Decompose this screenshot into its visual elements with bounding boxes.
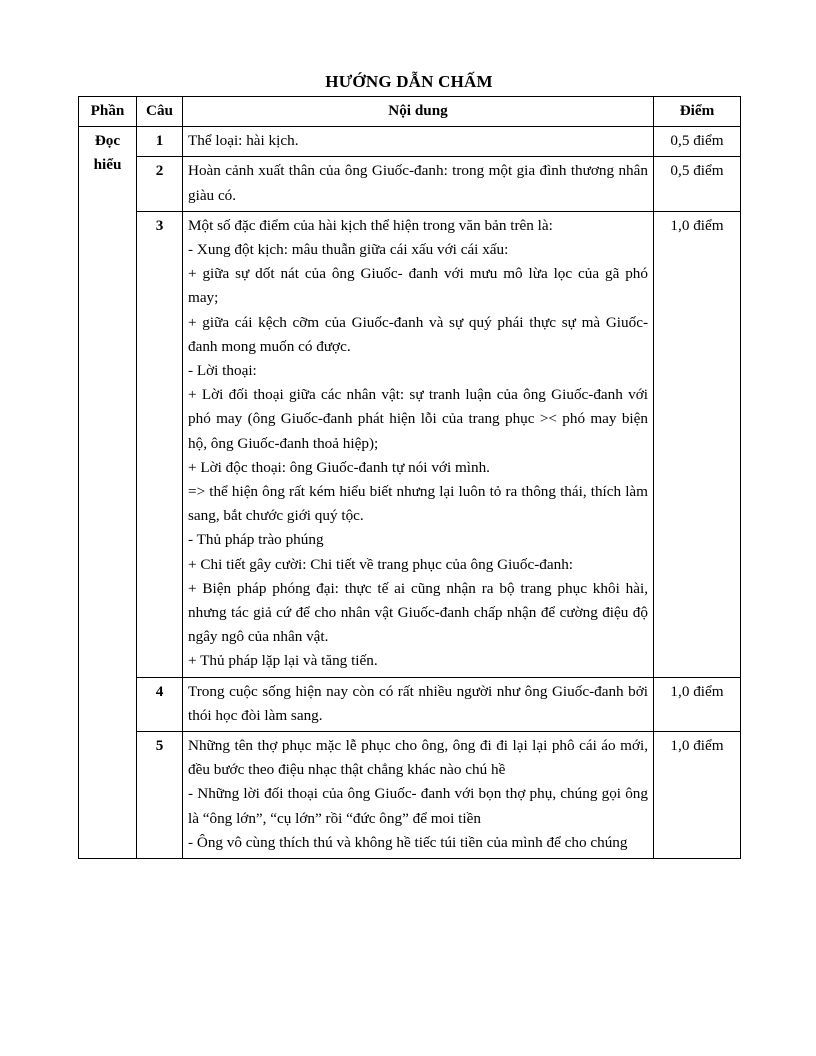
content-cell <box>183 157 654 211</box>
content-cell <box>183 211 654 677</box>
content-line: + giữa cái kệch cỡm của Giuốc-đanh và sự quý phái thực sự mà Giuốc-đanh mong muốn có được. <box>188 313 648 355</box>
content-line: => thể hiện ông rất kém hiểu biết nhưng lại luôn tỏ ra thông thái, thích làm sang, bắt chước giới quý tộc. <box>188 483 648 525</box>
score-cell: 0,5 điểm <box>654 157 741 211</box>
table-row <box>79 127 741 157</box>
content-cell <box>183 127 654 157</box>
part-label-line2: hiểu <box>93 156 122 174</box>
content-cell <box>183 732 654 859</box>
content-line: - Ông vô cùng thích thú và không hề tiếc túi tiền của mình để cho chúng <box>188 833 628 851</box>
table-row <box>79 157 741 211</box>
question-number: 3 <box>137 211 183 677</box>
content-line: + Lời đối thoại giữa các nhân vật: sự tranh luận của ông Giuốc-đanh với phó may (ông Giuốc-đanh phát hiện lỗi của trang phục >< phó may biện hộ, ông Giuốc-đanh thoả hiệp); <box>188 386 648 452</box>
content-line: Một số đặc điểm của hài kịch thể hiện trong văn bản trên là: <box>188 216 553 234</box>
table-row <box>79 677 741 731</box>
part-label-line1: Đọc <box>94 132 121 150</box>
score-cell: 1,0 điểm <box>654 211 741 677</box>
column-header-content: Nội dung <box>183 97 654 127</box>
score-cell: 1,0 điểm <box>654 732 741 859</box>
question-number: 5 <box>137 732 183 859</box>
content-line: Những tên thợ phục mặc lễ phục cho ông, ông đi đi lại lại phô cái áo mới, đều bước theo điệu nhạc thật chẳng khác nào chú hề <box>188 737 648 779</box>
grading-guide-table <box>78 96 741 859</box>
score-cell: 0,5 điểm <box>654 127 741 157</box>
content-line: + Thủ pháp lặp lại và tăng tiến. <box>188 652 378 670</box>
content-line: Trong cuộc sống hiện nay còn có rất nhiều người như ông Giuốc-đanh bởi thói học đòi làm sang. <box>188 682 648 724</box>
table-row <box>79 732 741 859</box>
content-line: - Thủ pháp trào phúng <box>188 531 324 549</box>
content-line: - Lời thoại: <box>188 362 257 380</box>
part-cell-doc-hieu <box>79 127 137 859</box>
column-header-score: Điểm <box>654 97 741 127</box>
question-number: 1 <box>137 127 183 157</box>
content-line: Thể loại: hài kịch. <box>188 132 299 150</box>
column-header-question: Câu <box>137 97 183 127</box>
table-header <box>79 97 741 127</box>
content-cell <box>183 677 654 731</box>
content-line: - Xung đột kịch: mâu thuẫn giữa cái xấu với cái xấu: <box>188 241 509 259</box>
question-number: 4 <box>137 677 183 731</box>
content-line: + Biện pháp phóng đại: thực tế ai cũng nhận ra bộ trang phục khôi hài, nhưng tác giả cứ để cho nhân vật Giuốc-đanh chấp nhận để cường điệu độ ngây ngô của nhân vật. <box>188 579 648 646</box>
table-header-row <box>79 97 741 127</box>
column-header-part: Phần <box>79 97 137 127</box>
score-cell: 1,0 điểm <box>654 677 741 731</box>
table-row <box>79 211 741 677</box>
content-line: + Chi tiết gây cười: Chi tiết về trang phục của ông Giuốc-đanh: <box>188 555 574 573</box>
content-line: + giữa sự dốt nát của ông Giuốc- đanh với mưu mô lừa lọc của gã phó may; <box>188 265 648 307</box>
table-body <box>79 127 741 859</box>
question-number: 2 <box>137 157 183 211</box>
content-line: Hoàn cảnh xuất thân của ông Giuốc-đanh: trong một gia đình thương nhân giàu có. <box>188 162 648 204</box>
content-line: - Những lời đối thoại của ông Giuốc- đanh với bọn thợ phụ, chúng gọi ông là “ông lớn”, “cụ lớn” rồi “đức ông” để moi tiền <box>188 785 648 827</box>
page-title: HƯỚNG DẪN CHẤM <box>325 72 493 91</box>
content-line: + Lời độc thoại: ông Giuốc-đanh tự nói với mình. <box>188 458 490 476</box>
